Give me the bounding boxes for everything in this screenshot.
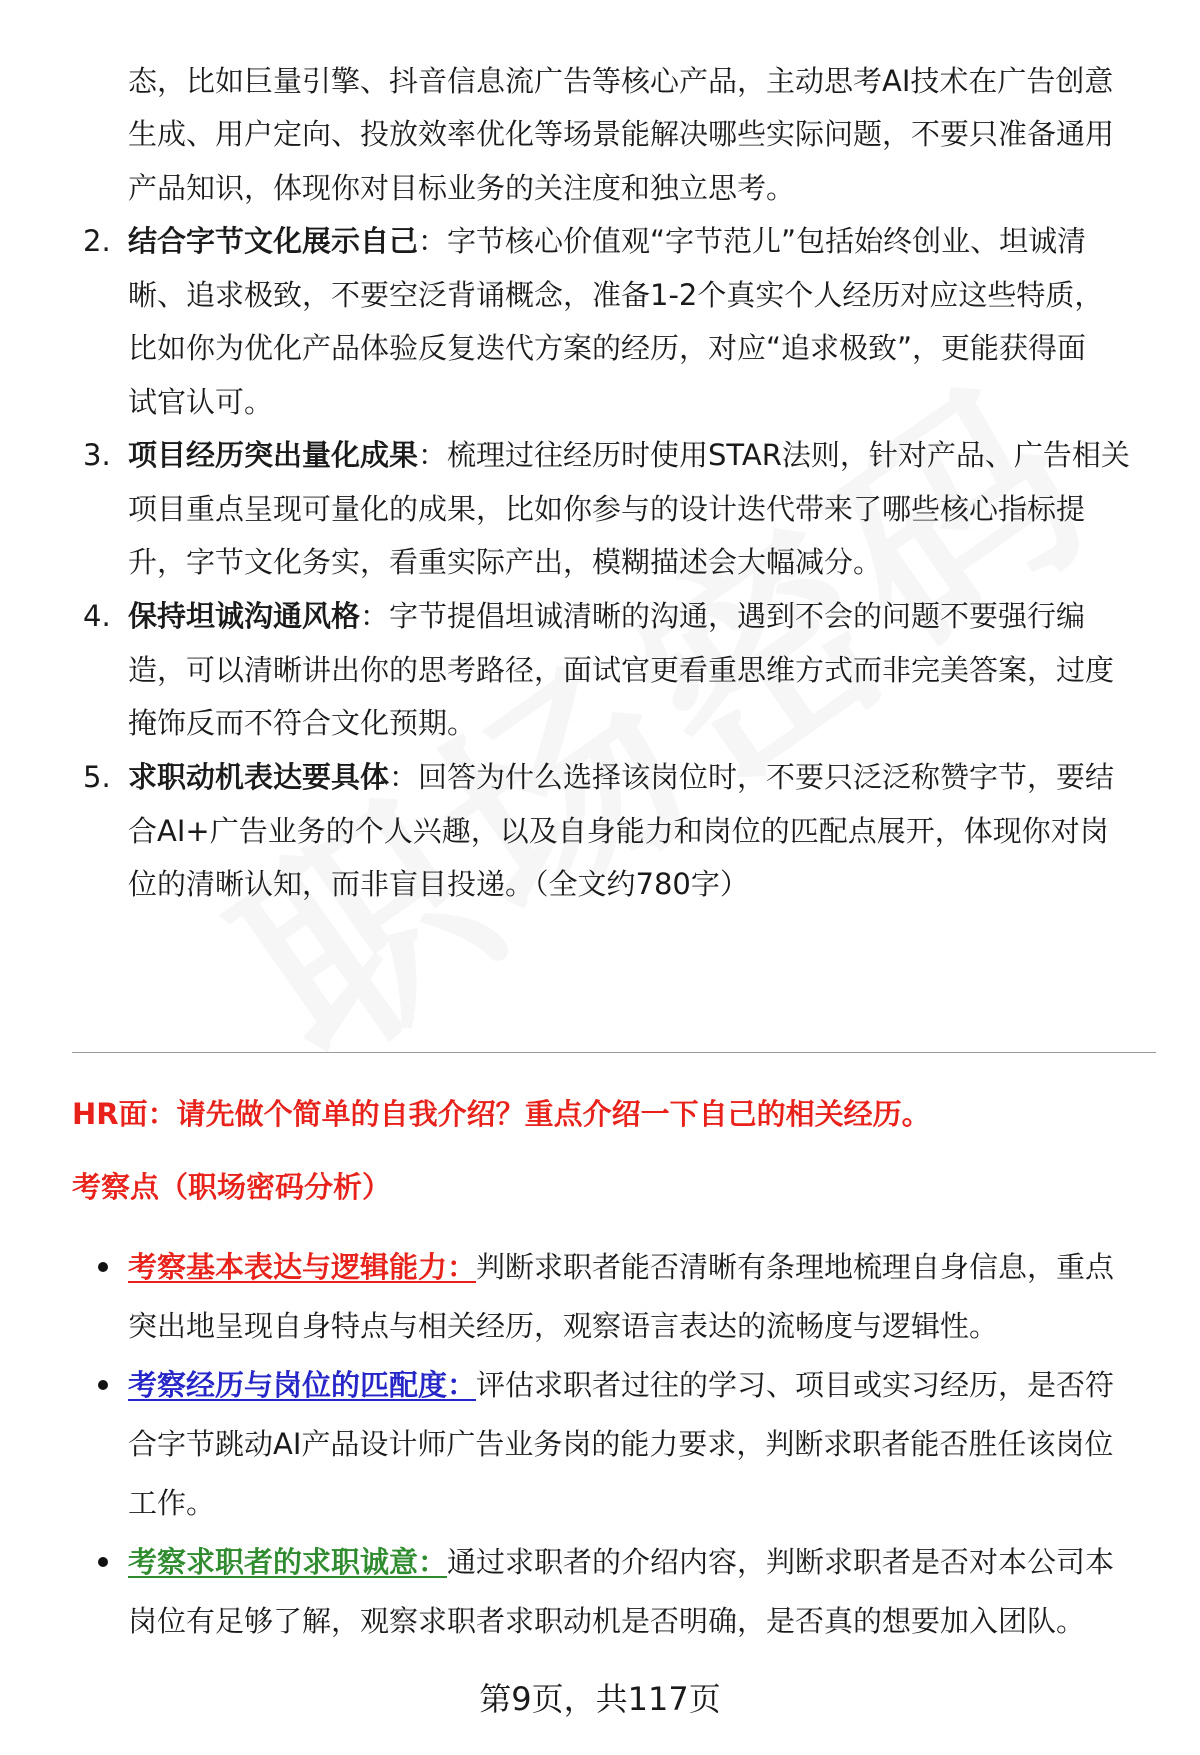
list-item-text: ：梳理过往经历时使用STAR法则，针对产品、广告相关	[418, 438, 1130, 472]
text-line: 造，可以清晰讲出你的思考路径，面试官更看重思维方式而非完美答案，过度	[128, 653, 1115, 687]
text-line: 工作。	[128, 1486, 216, 1520]
list-item-head: 保持坦诚沟通风格	[128, 599, 361, 633]
list-item-first-line	[128, 596, 1085, 636]
list-item-text: ：字节核心价值观“字节范儿”包括始终创业、坦诚清	[418, 224, 1087, 258]
list-number: 2.	[83, 224, 111, 258]
bullet-dot	[98, 1380, 108, 1390]
text-line: 升，字节文化务实，看重实际产出，模糊描述会大幅减分。	[128, 545, 883, 579]
text-line: 生成、用户定向、投放效率优化等场景能解决哪些实际问题，不要只准备通用	[128, 117, 1115, 151]
bullet-text: 判断求职者能否清晰有条理地梳理自身信息，重点	[476, 1250, 1115, 1284]
bullet-head: 考察经历与岗位的匹配度：	[128, 1368, 477, 1402]
bullet-head: 考察基本表达与逻辑能力：	[128, 1250, 477, 1284]
list-item-head: 求职动机表达要具体	[128, 760, 390, 794]
bullet-first-line	[128, 1542, 1114, 1582]
text-line: 岗位有足够了解，观察求职者求职动机是否明确，是否真的想要加入团队。	[128, 1604, 1086, 1638]
bullet-first-line	[128, 1247, 1114, 1287]
list-number: 4.	[83, 599, 111, 633]
list-number: 5.	[83, 760, 111, 794]
text-line: 态，比如巨量引擎、抖音信息流广告等核心产品，主动思考AI技术在广告创意	[128, 64, 1114, 98]
list-item-first-line	[128, 435, 1130, 475]
text-line: 项目重点呈现可量化的成果，比如你参与的设计迭代带来了哪些核心指标提	[128, 492, 1086, 526]
page-number-footer: 第9页，共117页	[479, 1680, 721, 1718]
bullet-text: 通过求职者的介绍内容，判断求职者是否对本公司本	[447, 1545, 1115, 1579]
bullet-text: 评估求职者过往的学习、项目或实习经历，是否符	[476, 1368, 1115, 1402]
list-item-text: ：回答为什么选择该岗位时，不要只泛泛称赞字节，要结	[389, 760, 1115, 794]
inspect-points-heading: 考察点（职场密码分析）	[72, 1170, 392, 1204]
list-number: 3.	[83, 438, 111, 472]
list-item-first-line	[128, 221, 1086, 261]
text-line: 突出地呈现自身特点与相关经历，观察语言表达的流畅度与逻辑性。	[128, 1309, 999, 1343]
bullet-dot	[98, 1557, 108, 1567]
bullet-dot	[98, 1262, 108, 1272]
list-item-head: 项目经历突出量化成果	[128, 438, 419, 472]
text-line: 晰、追求极致，不要空泛背诵概念，准备1-2个真实个人经历对应这些特质，	[128, 278, 1104, 312]
bullet-head: 考察求职者的求职诚意：	[128, 1545, 448, 1579]
section-divider	[72, 1052, 1156, 1053]
text-line: 试官认可。	[128, 385, 274, 419]
hr-question-heading: HR面：请先做个简单的自我介绍？重点介绍一下自己的相关经历。	[72, 1097, 931, 1131]
text-line: 比如你为优化产品体验反复迭代方案的经历，对应“追求极致”，更能获得面	[128, 331, 1087, 365]
text-line: 位的清晰认知，而非盲目投递。（全文约780字）	[128, 867, 749, 901]
list-item-first-line	[128, 757, 1114, 797]
text-line: 掩饰反而不符合文化预期。	[128, 706, 477, 740]
text-line: 合AI+广告业务的个人兴趣，以及自身能力和岗位的匹配点展开，体现你对岗	[128, 814, 1109, 848]
list-item-head: 结合字节文化展示自己	[128, 224, 419, 258]
list-item-text: ：字节提倡坦诚清晰的沟通，遇到不会的问题不要强行编	[360, 599, 1086, 633]
bullet-first-line	[128, 1365, 1114, 1405]
text-line: 合字节跳动AI产品设计师广告业务岗的能力要求，判断求职者能否胜任该岗位	[128, 1427, 1114, 1461]
text-line: 产品知识，体现你对目标业务的关注度和独立思考。	[128, 171, 796, 205]
